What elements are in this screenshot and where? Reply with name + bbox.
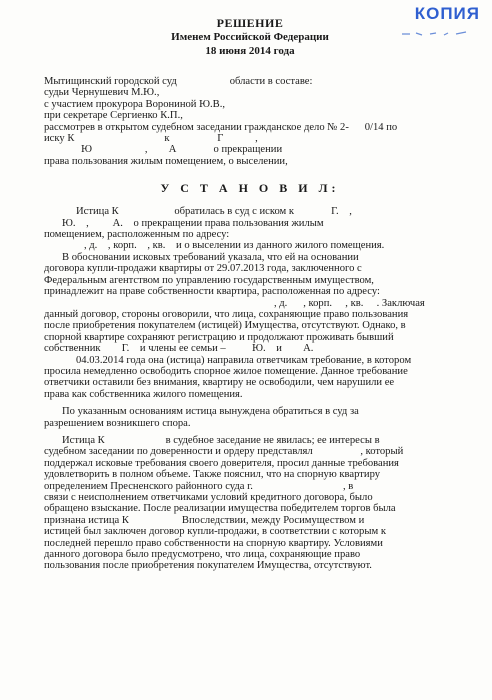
paragraph-line: пользования после приобретения покупателем Имущества, отсутствуют. <box>44 560 372 572</box>
paragraph-line: данный договор, стороны оговорили, что лица, сохраняющие право пользования <box>44 308 409 320</box>
paragraph-line: собственник Г. и члены ее семьи – Ю. и А. <box>44 343 314 355</box>
section-title: У С Т А Н О В И Л: <box>160 181 340 196</box>
paragraph-line: признана истица К Впоследствии, между Росимуществом и <box>44 514 365 526</box>
paragraph-line: связи с неисполнением ответчиками условий кредитного договора, было <box>44 492 373 503</box>
paragraph-line: поддержал исковые требования своего доверителя, просил данные требования <box>44 457 399 469</box>
paragraph-line: данного договора было предусмотрено, что лица, сохраняющие право <box>44 549 361 561</box>
paragraph-line: ответчики оставили без внимания, квартиру не освободили, чем нарушили ее <box>44 377 395 389</box>
court-decision-document <box>44 16 456 572</box>
intro-line: Ю , А о прекращении <box>44 144 283 156</box>
document-subtitle: Именем Российской Федерации <box>171 31 329 43</box>
document-header <box>44 16 456 58</box>
paragraph-line: В обосновании исковых требований указала, что ей на основании <box>62 251 359 263</box>
paragraph-line: удовлетворить в полном объеме. Также пояснил, что на спорную квартиру <box>44 469 381 481</box>
paragraph-hearing <box>44 435 456 572</box>
paragraph-grounds <box>44 252 456 355</box>
intro-line: рассмотрев в открытом судебном заседании гражданское дело № 2- 0/14 по <box>44 121 398 133</box>
paragraph-line: обращено взыскание. После реализации имущества победителем торгов была <box>44 503 396 515</box>
paragraph-reason <box>44 406 456 429</box>
paragraph-line: , д. , корп. , кв. и о выселении из данного жилого помещения. <box>84 240 385 252</box>
paragraph-line: 04.03.2014 года она (истица) направила ответчикам требование, в котором <box>76 354 412 366</box>
intro-block <box>44 76 456 167</box>
paragraph-line: разрешением возникшего спора. <box>44 417 191 429</box>
paragraph-demand <box>44 355 456 401</box>
paragraph-claim <box>44 206 456 252</box>
paragraph-line: Федеральным агентством по управлению государственным имуществом, <box>44 274 374 286</box>
paragraph-line: Ю. , А. о прекращении права пользования жилым <box>62 217 324 229</box>
intro-line: судьи Чернушевич М.Ю., <box>44 87 160 99</box>
paragraph-line: Истица К обратилась в суд с иском к Г. , <box>76 206 352 218</box>
paragraph-line: , д. , корп. , кв. . Заключая <box>274 297 425 309</box>
paragraph-line: договора купли-продажи квартиры от 29.07.2013 года, заключенного с <box>44 263 362 275</box>
intro-line: права пользования жилым помещением, о выселении, <box>44 155 288 167</box>
paragraph-line: после приобретения покупателем (истицей) Имущества, отсутствуют. Однако, в <box>44 320 406 332</box>
paragraph-line: принадлежит на праве собственности квартира, расположенная по адресу: <box>44 286 380 298</box>
paragraph-line: спорной квартире сохраняют регистрацию и продолжают проживать бывший <box>44 331 394 343</box>
copy-stamp: КОПИЯ <box>414 4 480 23</box>
document-date: 18 июня 2014 года <box>205 45 295 57</box>
paragraph-line: помещением, расположенным по адресу: <box>44 229 230 241</box>
paragraph-line: судебном заседании по доверенности и ордеру представлял , который <box>44 446 404 458</box>
paragraph-line: истицей был заключен договор купли-продажи, в соответствии с которым к <box>44 526 386 538</box>
intro-line: Мытищинский городской суд области в составе: <box>44 76 313 87</box>
intro-line: с участием прокурора Ворониной Ю.В., <box>44 98 226 110</box>
paragraph-line: права как собственника жилого помещения. <box>44 388 243 400</box>
intro-line: при секретаре Сергиенко К.П., <box>44 110 183 122</box>
paragraph-line: Истица К в судебное заседание не явилась; ее интересы в <box>62 434 380 446</box>
paragraph-line: просила немедленно освободить спорное жилое помещение. Данное требование <box>44 365 408 377</box>
paragraph-line: последней перешло право собственности на спорную квартиру. Условиями <box>44 537 383 549</box>
intro-line: иску К к Г , <box>44 133 258 145</box>
document-title: РЕШЕНИЕ <box>216 16 284 30</box>
paragraph-line: определением Пресненского районного суда г. , в <box>44 480 354 492</box>
paragraph-line: По указанным основаниям истица вынуждена обратиться в суд за <box>62 406 359 418</box>
